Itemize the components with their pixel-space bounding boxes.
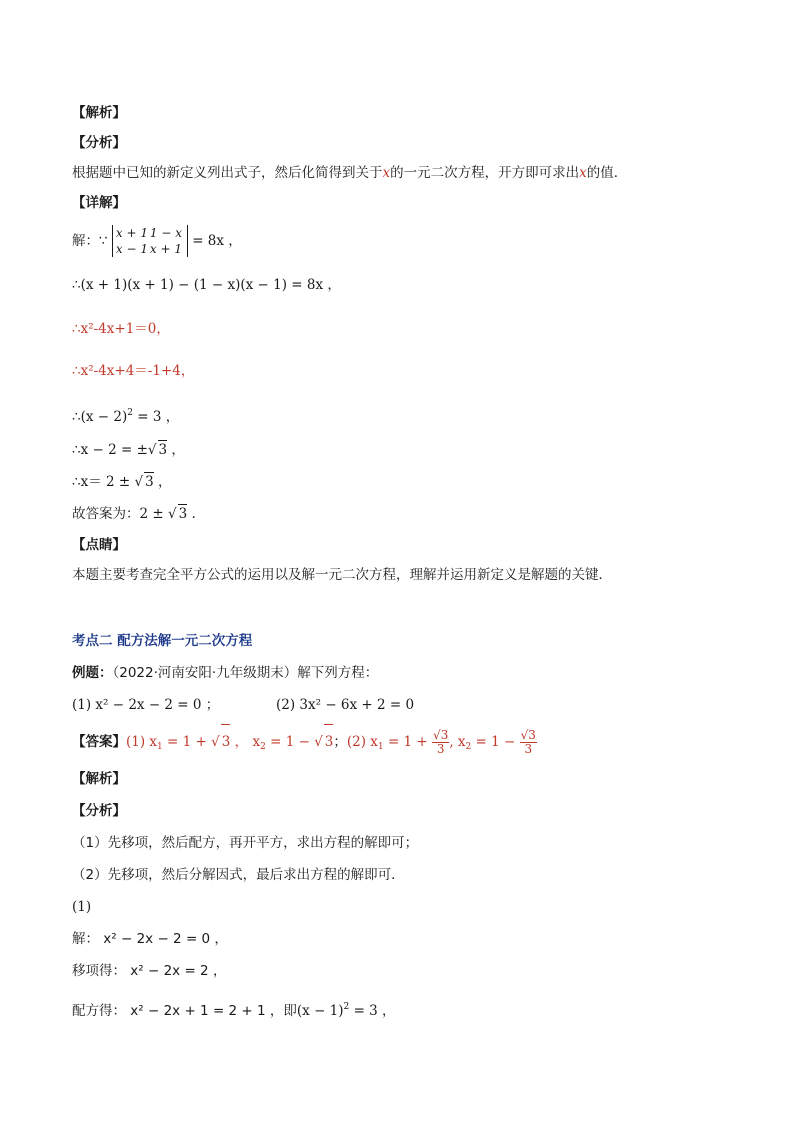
problem-1: (1) x² − 2x − 2 = 0 ； xyxy=(72,697,220,713)
fraction: $\frac{√3}{3}$ xyxy=(433,728,449,756)
solution-line-3: 配方得： x² − 2x + 1 = 2 + 1 ，即$(x - 1)^2 = 3$ ， xyxy=(72,1002,396,1019)
equation-5: ∴x − 2 = ±√ 3 ， xyxy=(72,442,185,458)
heading-dianjing: 【点睛】 xyxy=(72,537,126,553)
solution-line-1: 解： x² − 2x − 2 = 0 ， xyxy=(72,931,228,947)
heading-jiexi-2: 【解析】 xyxy=(72,771,126,787)
determinant-equation: 解：∵ x + 1 1 − x x − 1 x + 1 = 8x ， xyxy=(72,226,242,256)
equation-3: ∴x²-4x+4＝-1+4， xyxy=(72,363,195,379)
equation-2: ∴x²-4x+1＝0， xyxy=(72,321,170,337)
equation-1: ∴(x + 1)(x + 1) − (1 − x)(x − 1) = 8x ， xyxy=(72,277,341,293)
analysis-text: 根据题中已知的新定义列出式子，然后化简得到关于x的一元二次方程，开方即可求出x的值． xyxy=(72,165,628,181)
section-heading: 考点二 配方法解一元二次方程 xyxy=(72,633,253,649)
part-1-label: (1) xyxy=(72,899,92,915)
determinant: x + 1 1 − x x − 1 x + 1 xyxy=(112,225,188,257)
equation-6: ∴x＝ 2 ± √ 3 ， xyxy=(72,474,172,490)
fraction: $\frac{√3}{3}$ xyxy=(520,728,536,756)
heading-jiexi: 【解析】 xyxy=(72,105,126,121)
comment-text: 本题主要考查完全平方公式的运用以及解一元二次方程，理解并运用新定义是解题的关键． xyxy=(72,567,612,583)
problem-2: (2) 3x² − 6x + 2 = 0 xyxy=(276,697,415,713)
equation-4: ∴(x − 2)$^2$ = 3 ， xyxy=(72,408,180,425)
heading-fenxi-2: 【分析】 xyxy=(72,803,126,819)
step-1: （1）先移项，然后配方，再开平方，求出方程的解即可； xyxy=(72,835,419,851)
heading-xiangjie: 【详解】 xyxy=(72,195,126,211)
final-answer: 故答案为：2 ± √ 3 . xyxy=(72,506,196,522)
step-2: （2）先移项，然后分解因式，最后求出方程的解即可． xyxy=(72,867,405,883)
solution-line-2: 移项得： x² − 2x = 2 ， xyxy=(72,963,227,979)
heading-fenxi: 【分析】 xyxy=(72,135,126,151)
example-line: 例题：（2022·河南安阳·九年级期末）解下列方程： xyxy=(72,665,379,681)
answer-line: 【答案】(1) $x_1 = 1$ + √ 3 ， $x_2 = 1$ − √ 3；(2) $x_1 = 1$ + $\frac{√3}{3}$ , $x_2 = 1$ − $\frac{√3}{3}$ xyxy=(72,724,537,764)
